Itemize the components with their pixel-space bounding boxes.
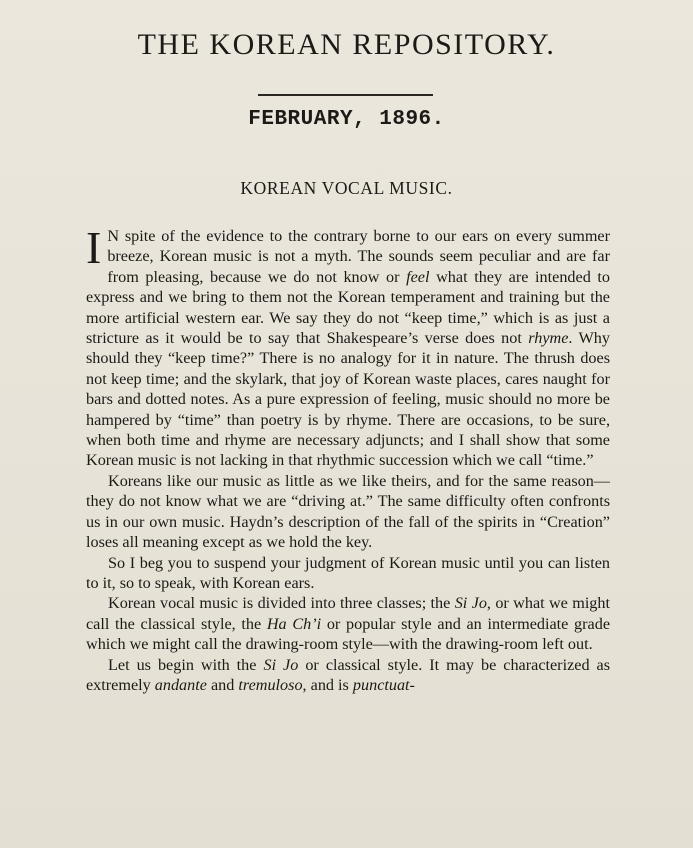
italic-text: rhyme (528, 329, 569, 348)
title-rule (258, 94, 433, 96)
paragraph (86, 222, 610, 471)
text-run: or classical style. It may be characterized as extremely (86, 655, 611, 694)
drop-cap: I (86, 222, 102, 273)
text-run: Koreans like our music as little as we like theirs, and for the same reason—they do not know what we are “driving at.” The same difficulty often confronts us in our own music. Haydn’s description of the fall of the spirits in “Creation” loses all meaning except as we hold the key. (86, 471, 610, 552)
text-run: N spite of the evidence to the contrary borne to our ears on every summer breeze, Korean music is not a myth. The sounds seem peculiar and are far from pleasing, because we do not know or (107, 227, 610, 286)
text-run: Korean vocal music is divided into three classes; the (108, 594, 455, 613)
text-run: , and is (302, 675, 353, 694)
paragraph (86, 553, 610, 594)
text-run: what they are intended to express and we bring to them not the Korean temperament and training but the more artificial western ear. We say they do not “keep time,” which is as just a stricture as it would be to say that Shakespeare’s verse does not (86, 267, 610, 348)
paragraph (86, 655, 610, 696)
italic-text: andante (154, 675, 207, 694)
paragraph (86, 471, 610, 553)
italic-text: Si Jo (454, 594, 487, 613)
paragraph (86, 593, 610, 654)
text-run: So I beg you to suspend your judgment of Korean music until you can listen to it, so to speak, with Korean ears. (86, 553, 610, 592)
italic-text: Si Jo (263, 655, 299, 674)
italic-text: punctuat- (352, 675, 415, 694)
text-run: or popular style and an intermediate grade which we might call the drawing-room style—with the drawing-room left out. (86, 614, 610, 654)
article-title: KOREAN VOCAL MUSIC. (240, 178, 453, 198)
text-run: . Why should they “keep time?” There is no analogy for it in nature. The thrush does not keep time; and the skylark, that joy of Korean waste places, cares naught for bars and dotted notes. As a pure expression of feeling, music should no more be hampered by “time” than poetry is by rhyme. There are occasions, to be sure, when both time and rhyme are necessary adjuncts; and I shall show that some Korean music is not lacking in that rhythmic succession which we call “time.” (86, 329, 610, 470)
article-body (86, 222, 611, 695)
text-run: and (206, 675, 239, 694)
text-run: , or what we might call the classical style, the (86, 594, 610, 633)
journal-title: THE KOREAN REPOSITORY. (137, 28, 556, 61)
issue-date: FEBRUARY, 1896. (248, 108, 445, 131)
text-run: Let us begin with the (108, 655, 264, 674)
italic-text: Ha Ch’i (266, 614, 322, 633)
italic-text: tremuloso (238, 675, 303, 694)
italic-text: feel (406, 267, 430, 286)
